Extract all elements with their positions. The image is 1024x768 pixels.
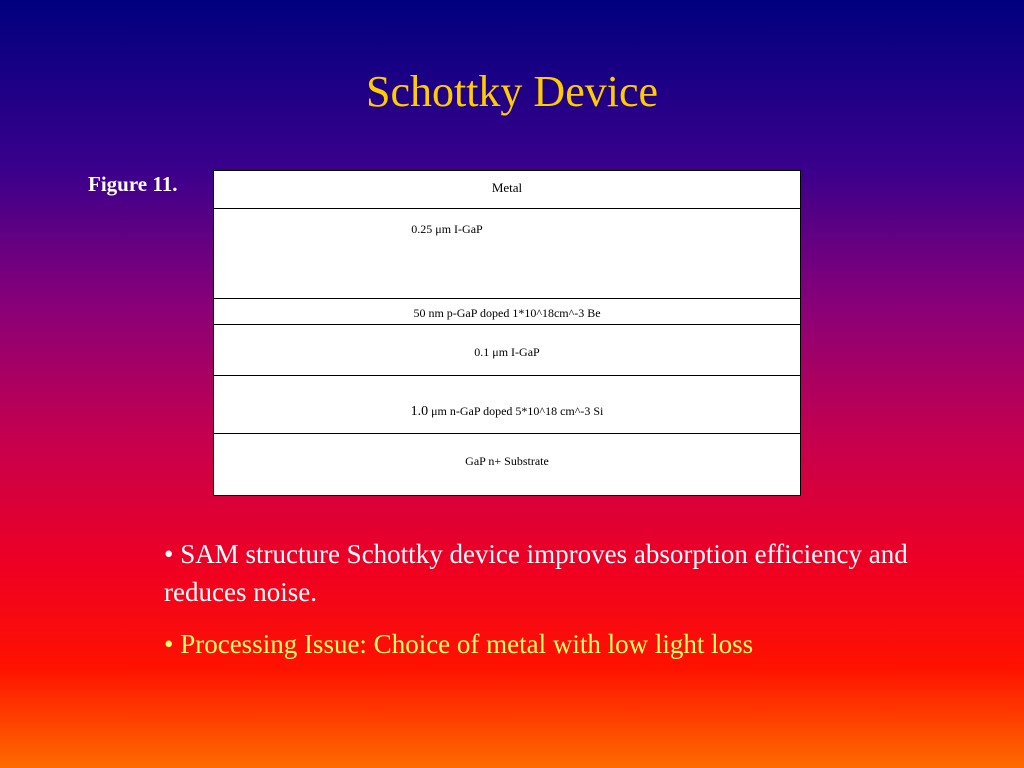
layer-i-gap-thick-label: 0.25 μm I-GaP (411, 222, 483, 236)
layer-metal (214, 171, 800, 209)
layer-substrate (214, 434, 800, 495)
layer-p-gap-label: 50 nm p-GaP doped 1*10^18cm^-3 Be (413, 306, 601, 320)
layer-n-gap-label (214, 404, 800, 420)
figure-label: Figure 11. (88, 172, 178, 196)
layer-metal-label: Metal (491, 180, 523, 195)
slide-title: Schottky Device (365, 67, 659, 116)
bullet-item: • SAM structure Schottky device improves absorption efficiency and reduces noise. (164, 539, 908, 607)
layer-n-gap (214, 376, 800, 434)
layer-n-gap-thickness: 1.0 (410, 404, 429, 419)
layer-n-gap-text: μm n-GaP doped 5*10^18 cm^-3 Si (428, 404, 604, 418)
layer-i-gap-thin-label: 0.1 μm I-GaP (474, 345, 540, 359)
layer-substrate-label: GaP n+ Substrate (465, 454, 549, 468)
layer-stack-diagram (213, 170, 801, 496)
layer-p-gap (214, 299, 800, 325)
bullet-item: • Processing Issue: Choice of metal with low light loss (164, 629, 754, 659)
layer-i-gap-thin (214, 325, 800, 376)
bullet-list (164, 535, 924, 677)
layer-i-gap-thick (214, 209, 800, 299)
